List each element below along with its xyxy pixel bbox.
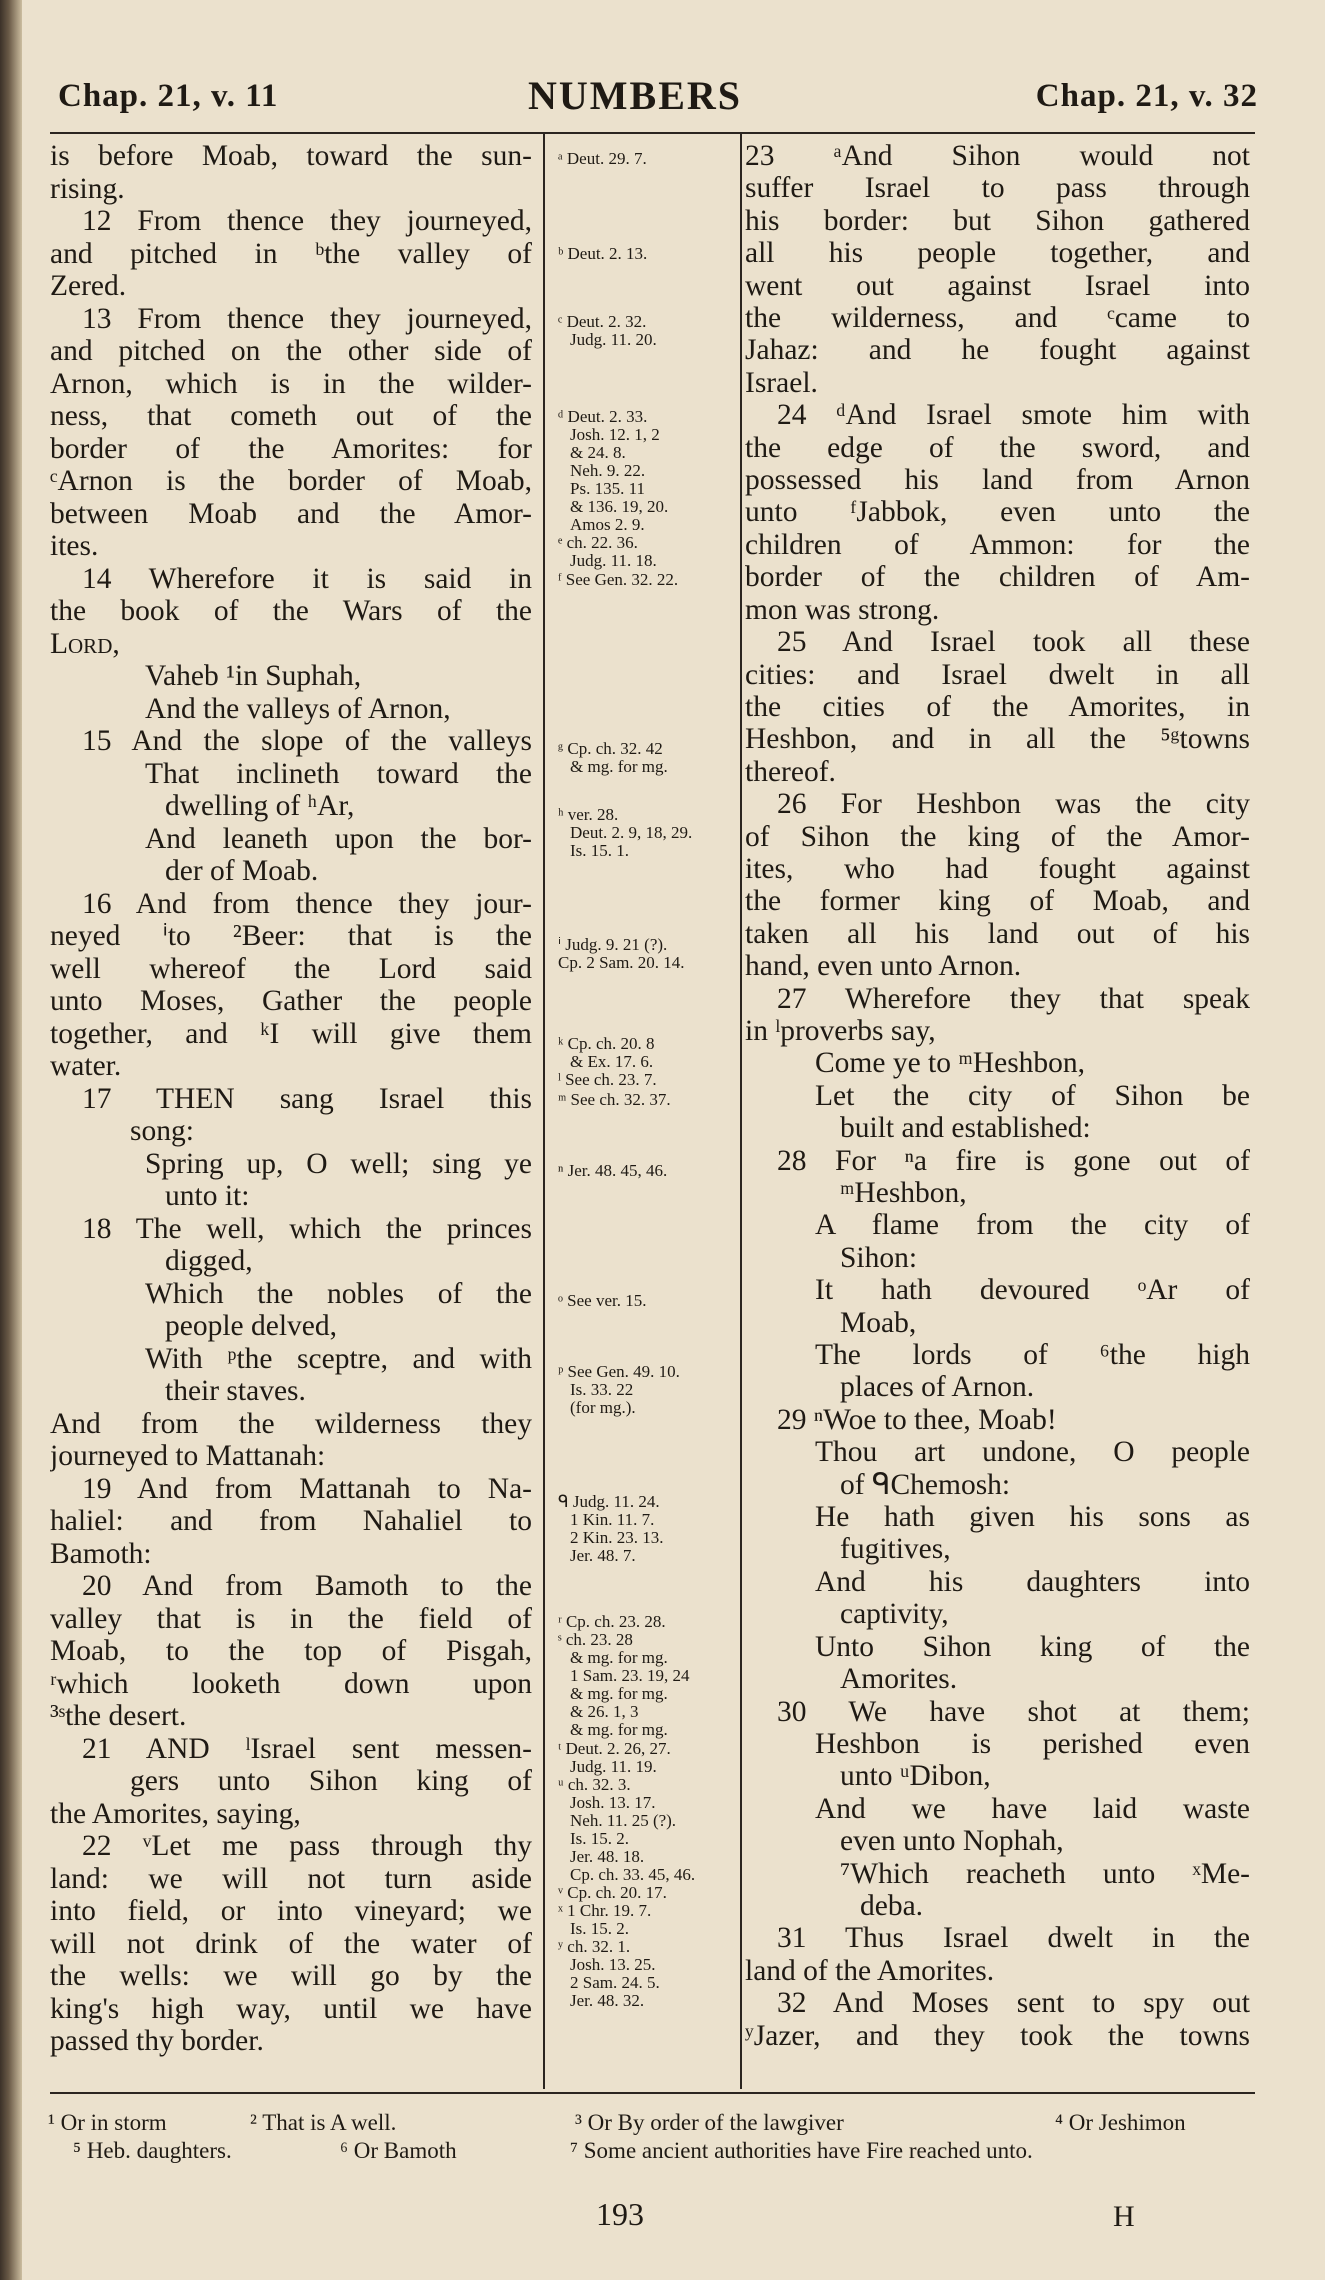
cross-reference: ᵉ ch. 22. 36. <box>558 533 638 552</box>
cross-reference: ᵇ Deut. 2. 13. <box>558 244 648 263</box>
verse-line: 26 For Heshbon was the city <box>777 788 1250 821</box>
poetry-line: Amorites. <box>840 1663 958 1696</box>
cross-reference: Neh. 11. 25 (?). <box>570 1811 677 1830</box>
text-line: border of the children of Am- <box>745 561 1250 594</box>
right-text-column <box>745 140 1250 2052</box>
verse-line: 32 And Moses sent to spy out <box>777 1987 1250 2020</box>
text-line: Bamoth: <box>50 1537 152 1570</box>
cross-reference: & mg. for mg. <box>570 1720 668 1739</box>
cross-reference: & 26. 1, 3 <box>570 1702 639 1721</box>
left-text-column <box>50 140 532 2058</box>
column-divider-left <box>543 134 545 2089</box>
poetry-line: Vaheb ¹in Suphah, <box>145 660 362 692</box>
poetry-line: ⁷Which reacheth unto ˣMe- <box>840 1857 1250 1890</box>
cross-reference: ᵛ Cp. ch. 20. 17. <box>558 1883 667 1902</box>
cross-reference: Jer. 48. 7. <box>570 1546 636 1565</box>
verse-line: 30 We have shot at them; <box>777 1695 1250 1728</box>
poetry-line: The lords of ⁶the high <box>815 1339 1250 1372</box>
cross-reference: Deut. 2. 9, 18, 29. <box>570 823 693 842</box>
text-line: Arnon, which is in the wilder- <box>50 367 532 400</box>
header-right-chapter-verse: Chap. 21, v. 32 <box>1035 78 1258 114</box>
poetry-line: Which the nobles of the <box>145 1277 532 1310</box>
poetry-line: And his daughters into <box>815 1565 1250 1598</box>
poetry-line: unto ᵘDibon, <box>840 1760 991 1793</box>
text-line: land of the Amorites. <box>745 1954 995 1987</box>
footnote: ¹ Or in storm <box>48 2110 167 2135</box>
poetry-line: of ᑫChemosh: <box>840 1468 1011 1501</box>
poetry-line: their staves. <box>165 1375 306 1407</box>
verse-line: 25 And Israel took all these <box>777 626 1250 659</box>
footnote: ² That is A well. <box>250 2110 397 2135</box>
text-line: And from the wilderness they <box>50 1407 532 1440</box>
poetry-line: Come ye to ᵐHeshbon, <box>815 1047 1086 1080</box>
text-line: water. <box>50 1050 122 1082</box>
cross-reference: ᵖ See Gen. 49. 10. <box>558 1362 680 1381</box>
verse-line: 31 Thus Israel dwelt in the <box>777 1922 1250 1955</box>
text-line: together, and ᵏI will give them <box>50 1017 532 1050</box>
page-number: 193 <box>596 2196 644 2232</box>
cross-reference: & 136. 19, 20. <box>570 497 669 516</box>
cross-reference: Is. 15. 2. <box>570 1919 630 1938</box>
text-line: Heshbon, and in all the ⁵ᵍtowns <box>745 723 1250 756</box>
text-line: valley that is in the field of <box>50 1602 532 1635</box>
poetry-line: With ᵖthe sceptre, and with <box>145 1342 532 1375</box>
text-line: his border: but Sihon gathered <box>745 204 1250 237</box>
poetry-line: people delved, <box>165 1310 338 1342</box>
text-line: song: <box>130 1115 194 1147</box>
poetry-line: fugitives, <box>840 1533 951 1566</box>
verse-line: 27 Wherefore they that speak <box>777 982 1250 1015</box>
poetry-line: Sihon: <box>840 1241 918 1274</box>
cross-reference: Is. 15. 1. <box>570 841 630 860</box>
text-line: all his people together, and <box>745 237 1250 270</box>
poetry-line: der of Moab. <box>165 855 319 887</box>
cross-reference: 2 Kin. 23. 13. <box>570 1528 664 1547</box>
cross-reference: ˢ ch. 23. 28 <box>558 1630 633 1649</box>
text-line: possessed his land from Arnon <box>745 464 1250 497</box>
text-line: gers unto Sihon king of <box>130 1765 532 1797</box>
cross-reference: ᵘ ch. 32. 3. <box>558 1775 631 1794</box>
text-line: the former king of Moab, and <box>745 885 1250 918</box>
verse-line: 12 From thence they journeyed, <box>82 205 532 237</box>
header-left-chapter-verse: Chap. 21, v. 11 <box>58 78 279 114</box>
text-line: and pitched on the other side of <box>50 335 532 367</box>
text-line: cities: and Israel dwelt in all <box>745 658 1250 691</box>
book-title: NUMBERS <box>528 73 743 118</box>
verse-line: 13 From thence they journeyed, <box>82 302 532 335</box>
text-line: ness, that cometh out of the <box>50 400 532 432</box>
text-line: and pitched in ᵇthe valley of <box>50 237 532 270</box>
text-line: went out against Israel into <box>745 269 1250 302</box>
cross-reference: & 24. 8. <box>570 443 626 462</box>
poetry-line: Heshbon is perished even <box>815 1727 1250 1760</box>
text-line: land: we will not turn aside <box>50 1862 532 1895</box>
footnote: ⁶ Or Bamoth <box>340 2138 457 2163</box>
verse-line: 20 And from Bamoth to the <box>82 1570 532 1602</box>
cross-reference: (for mg.). <box>570 1398 636 1417</box>
text-line: in ˡproverbs say, <box>745 1014 936 1047</box>
cross-reference: Josh. 13. 25. <box>570 1955 656 1974</box>
page-binding-shadow <box>0 0 22 2280</box>
poetry-line: And leaneth upon the bor- <box>145 822 532 855</box>
poetry-line: A flame from the city of <box>815 1209 1250 1242</box>
text-line: well whereof the Lord said <box>50 952 532 985</box>
text-line: ʸJazer, and they took the towns <box>745 2019 1250 2052</box>
text-line: taken all his land out of his <box>745 917 1250 950</box>
cross-reference: Jer. 48. 18. <box>570 1847 645 1866</box>
text-line: the cities of the Amorites, in <box>745 690 1250 723</box>
text-line: unto ᶠJabbok, even unto the <box>745 496 1250 529</box>
cross-reference: 2 Sam. 24. 5. <box>570 1973 660 1992</box>
verse-line: 19 And from Mattanah to Na- <box>82 1472 532 1505</box>
text-line: passed thy border. <box>50 2025 264 2057</box>
poetry-line: And we have laid waste <box>815 1792 1250 1825</box>
cross-reference: ᵃ Deut. 29. 7. <box>558 149 647 168</box>
verse-line: 24 ᵈAnd Israel smote him with <box>777 399 1250 432</box>
cross-reference: & mg. for mg. <box>570 757 668 776</box>
cross-reference: ⁿ Jer. 48. 45, 46. <box>558 1161 668 1180</box>
verse-line: 23 ᵃAnd Sihon would not <box>745 140 1250 172</box>
footnote: ⁷ Some ancient authorities have Fire reached unto. <box>570 2138 1033 2163</box>
poetry-line: places of Arnon. <box>840 1371 1035 1404</box>
cross-reference: ᵏ Cp. ch. 20. 8 <box>558 1034 655 1053</box>
cross-reference: ᵒ See ver. 15. <box>558 1291 647 1310</box>
text-line: hand, even unto Arnon. <box>745 950 1022 983</box>
cross-reference: & mg. for mg. <box>570 1684 668 1703</box>
section-opening-line: 17 THEN sang Israel this <box>82 1082 532 1115</box>
cross-reference: 1 Kin. 11. 7. <box>570 1510 655 1529</box>
cross-reference: Judg. 11. 19. <box>570 1757 657 1776</box>
verse-line: 14 Wherefore it is said in <box>82 562 532 595</box>
cross-reference: ᶜ Deut. 2. 32. <box>558 312 647 331</box>
poetry-line: He hath given his sons as <box>815 1501 1250 1534</box>
text-line: the book of the Wars of the <box>50 595 532 627</box>
poetry-line: deba. <box>860 1889 924 1922</box>
verse-line: 28 For ⁿa fire is gone out of <box>777 1144 1250 1177</box>
text-line: border of the Amorites: for <box>50 432 532 465</box>
text-line: of Sihon the king of the Amor- <box>745 820 1250 853</box>
poetry-line: even unto Nophah, <box>840 1825 1064 1858</box>
cross-reference: Cp. ch. 33. 45, 46. <box>570 1865 696 1884</box>
cross-reference: ᵗ Deut. 2. 26, 27. <box>558 1739 671 1758</box>
running-header <box>58 70 1258 130</box>
cross-reference: Is. 33. 22 <box>570 1380 634 1399</box>
text-line: children of Ammon: for the <box>745 528 1250 561</box>
cross-reference: ʰ ver. 28. <box>558 805 619 824</box>
text-line: the wilderness, and ᶜcame to <box>745 302 1250 335</box>
text-line: Lord, <box>50 627 120 660</box>
text-line: haliel: and from Nahaliel to <box>50 1505 532 1537</box>
verse-line: 15 And the slope of the valleys <box>82 725 532 757</box>
cross-reference: Judg. 11. 18. <box>570 551 657 570</box>
poetry-line: captivity, <box>840 1598 949 1631</box>
text-line: Moab, to the top of Pisgah, <box>50 1635 532 1667</box>
poetry-line: unto it: <box>165 1180 250 1212</box>
cross-reference: Josh. 12. 1, 2 <box>570 425 660 444</box>
text-line: king's high way, until we have <box>50 1992 532 2025</box>
verse-line: 18 The well, which the princes <box>82 1212 532 1245</box>
text-line: ʳwhich looketh down upon <box>50 1667 532 1700</box>
text-line: will not drink of the water of <box>50 1927 532 1960</box>
cross-reference: ᶠ See Gen. 32. 22. <box>558 570 679 589</box>
verse-line: 29 ⁿWoe to thee, Moab! <box>777 1403 1057 1436</box>
text-line: Zered. <box>50 270 127 302</box>
verse-line: 22 ᵛLet me pass through thy <box>82 1830 532 1862</box>
text-line: the edge of the sword, and <box>745 431 1250 464</box>
text-line: ³ˢthe desert. <box>50 1700 187 1732</box>
poetry-line: ᵐHeshbon, <box>840 1177 967 1209</box>
text-line: Israel. <box>745 366 818 399</box>
poetry-line: Let the city of Sihon be <box>815 1079 1250 1112</box>
cross-reference: Cp. 2 Sam. 20. 14. <box>558 953 685 972</box>
text-line: the Amorites, saying, <box>50 1797 301 1830</box>
cross-reference: ᵐ See ch. 32. 37. <box>558 1090 671 1109</box>
cross-reference: Neh. 9. 22. <box>570 461 646 480</box>
cross-reference: ˣ 1 Chr. 19. 7. <box>558 1901 652 1920</box>
poetry-line: digged, <box>165 1245 253 1277</box>
text-line: ᶜArnon is the border of Moab, <box>50 465 532 497</box>
cross-reference: ⁱ Judg. 9. 21 (?). <box>558 935 668 954</box>
cross-reference: Josh. 13. 17. <box>570 1793 656 1812</box>
cross-reference: ˡ See ch. 23. 7. <box>558 1070 657 1089</box>
poetry-line: built and established: <box>840 1112 1091 1145</box>
poetry-line: dwelling of ʰAr, <box>165 790 355 822</box>
footnote: ⁵ Heb. daughters. <box>73 2138 232 2163</box>
text-line: is before Moab, toward the sun- <box>50 140 532 172</box>
poetry-line: Spring up, O well; sing ye <box>145 1147 532 1180</box>
text-line: neyed ⁱto ²Beer: that is the <box>50 920 532 952</box>
cross-reference: Jer. 48. 32. <box>570 1991 645 2010</box>
footnote: ⁴ Or Jeshimon <box>1055 2110 1186 2135</box>
text-line: suffer Israel to pass through <box>745 172 1250 205</box>
footnote: ³ Or By order of the lawgiver <box>575 2110 844 2135</box>
cross-reference: Judg. 11. 20. <box>570 330 657 349</box>
poetry-line: And the valleys of Arnon, <box>145 692 451 725</box>
cross-reference: ʸ ch. 32. 1. <box>558 1937 631 1956</box>
text-line: Jahaz: and he fought against <box>745 334 1250 367</box>
printer-signature-mark: H <box>1113 2200 1135 2233</box>
verse-line: 16 And from thence they jour- <box>82 887 532 920</box>
text-line: ites, who had fought against <box>745 852 1250 885</box>
text-line: ites. <box>50 530 99 562</box>
cross-reference: Is. 15. 2. <box>570 1829 630 1848</box>
header-rule <box>50 132 1255 134</box>
cross-reference: 1 Sam. 23. 19, 24 <box>570 1666 690 1685</box>
text-line: the wells: we will go by the <box>50 1960 532 1992</box>
cross-reference: ᵈ Deut. 2. 33. <box>558 407 648 426</box>
cross-reference: & mg. for mg. <box>570 1648 668 1667</box>
cross-reference: ʳ Cp. ch. 23. 28. <box>558 1612 666 1631</box>
poetry-line: Unto Sihon king of the <box>815 1630 1250 1663</box>
text-line: mon was strong. <box>745 593 940 626</box>
poetry-line: That inclineth toward the <box>145 757 532 790</box>
text-line: rising. <box>50 172 125 205</box>
cross-reference: Amos 2. 9. <box>570 515 645 534</box>
cross-reference: & Ex. 17. 6. <box>570 1052 654 1071</box>
section-opening-line: 21 AND ˡIsrael sent messen- <box>82 1732 532 1765</box>
text-line: journeyed to Mattanah: <box>50 1440 326 1472</box>
text-line: unto Moses, Gather the people <box>50 985 532 1017</box>
cross-reference: ᑫ Judg. 11. 24. <box>558 1492 660 1511</box>
poetry-line: Thou art undone, O people <box>815 1436 1250 1469</box>
text-line: thereof. <box>745 755 836 788</box>
text-line: between Moab and the Amor- <box>50 497 532 530</box>
cross-reference: Ps. 135. 11 <box>570 479 645 498</box>
text-line: into field, or into vineyard; we <box>50 1895 532 1927</box>
poetry-line: Moab, <box>840 1306 917 1339</box>
footnote-rule <box>50 2092 1255 2094</box>
poetry-line: It hath devoured ᵒAr of <box>815 1274 1250 1307</box>
cross-reference: ᵍ Cp. ch. 32. 42 <box>558 739 663 758</box>
